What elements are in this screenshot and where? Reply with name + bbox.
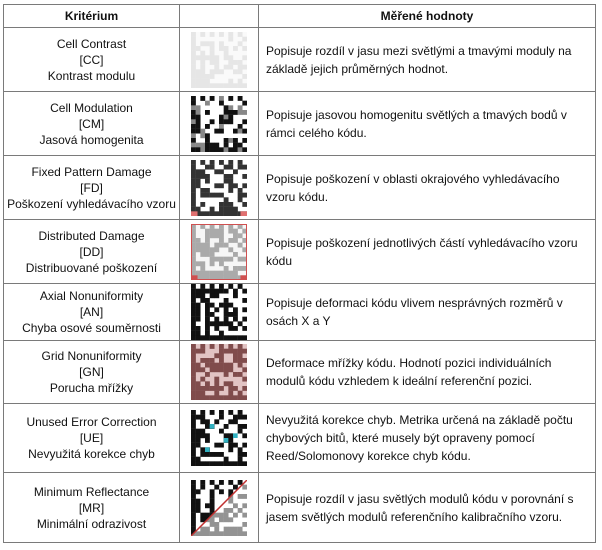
image-cell [180, 92, 259, 156]
criterion-code: [CC] [79, 52, 104, 67]
criterion-cell [4, 341, 180, 404]
criterion-name-en: Cell Contrast [56, 36, 127, 51]
criterion-name-cs: Nevyužitá korekce chyb [28, 447, 155, 461]
table-row [4, 28, 596, 92]
criterion-name-cs: Chyba osové souměrnosti [22, 321, 161, 335]
image-cell [180, 404, 259, 473]
header-image [180, 5, 259, 28]
criterion-cell [4, 156, 180, 220]
description-cell [259, 92, 596, 156]
table-row [4, 341, 596, 404]
criterion-name-en: Unused Error Correction [26, 415, 157, 429]
criterion-name-cs: Minimální odrazivost [36, 516, 147, 531]
criterion-code: [GN] [79, 365, 104, 379]
criterion-cell [4, 473, 180, 543]
description-text: Popisuje jasovou homogenitu světlých a tmavých bodů v rámci celého kódu. [266, 107, 567, 140]
table-row [4, 473, 596, 543]
description-cell [259, 28, 596, 92]
datamatrix-pattern-damage-icon [191, 160, 247, 216]
criterion-cell [4, 220, 180, 284]
table-row [4, 284, 596, 341]
image-cell [180, 220, 259, 284]
image-cell [180, 473, 259, 543]
criterion-code: [DD] [79, 244, 104, 259]
criterion-name-en: Distributed Damage [38, 228, 145, 243]
description-cell [259, 220, 596, 284]
description-text: Deformace mřížky kódu. Hodnotí pozici individuálních modulů kódu vzhledem k ideální referenční pozici. [266, 356, 552, 388]
criteria-table [3, 4, 596, 543]
criterion-name-en: Fixed Pattern Damage [31, 164, 152, 179]
datamatrix-reflectance-icon [191, 480, 247, 536]
criterion-name-cs: Jasová homogenita [39, 132, 144, 147]
description-cell [259, 473, 596, 543]
datamatrix-error-correction-icon [191, 410, 247, 466]
criterion-name-cs: Porucha mřížky [49, 381, 134, 395]
header-criterion: Kritérium [4, 5, 180, 28]
criterion-cell [4, 28, 180, 92]
datamatrix-low-contrast-icon [191, 32, 247, 88]
criterion-name-cs: Poškození vyhledávacího vzoru [7, 196, 176, 211]
table-row [4, 92, 596, 156]
description-text: Popisuje poškození jednotlivých částí vyhledávacího vzoru kódu [266, 235, 578, 268]
criterion-code: [MR] [78, 500, 105, 515]
table-row [4, 156, 596, 220]
criterion-name-en: Minimum Reflectance [33, 484, 150, 499]
header-values: Měřené hodnoty [259, 5, 596, 28]
criterion-code: [UE] [79, 431, 104, 445]
datamatrix-distributed-damage-icon [191, 224, 247, 280]
criterion-name-en: Axial Nonuniformity [39, 289, 144, 303]
description-text: Popisuje rozdíl v jasu mezi světlými a tmavými moduly na základě jejich průměrných hodnot. [266, 43, 572, 76]
criterion-name-cs: Distribuované poškození [25, 260, 158, 275]
table-row [4, 220, 596, 284]
description-text: Nevyužitá korekce chyb. Metrika určená na základě počtu chybových bitů, které musely být opraveny pomocí Reed/Solomonovy korekce chyb kódu. [266, 413, 573, 463]
description-cell [259, 404, 596, 473]
description-text: Popisuje rozdíl v jasu světlých modulů kódu v porovnání s jasem světlých modulů referenčního kalibračního vzoru. [266, 491, 574, 524]
datamatrix-modulation-icon [191, 96, 247, 152]
criterion-cell [4, 284, 180, 341]
description-text: Popisuje deformaci kódu vlivem nesprávných rozměrů v osách X a Y [266, 296, 563, 328]
description-cell [259, 156, 596, 220]
criterion-code: [CM] [78, 116, 105, 131]
criterion-cell [4, 404, 180, 473]
datamatrix-grid-icon [191, 344, 247, 400]
criterion-name-cs: Kontrast modulu [47, 68, 136, 83]
image-cell [180, 341, 259, 404]
table-header-row [4, 5, 596, 28]
image-cell [180, 28, 259, 92]
criterion-code: [AN] [79, 305, 104, 319]
image-cell [180, 156, 259, 220]
criterion-cell [4, 92, 180, 156]
datamatrix-axial-icon [191, 284, 247, 340]
description-text: Popisuje poškození v oblasti okrajového vyhledávacího vzoru kódu. [266, 171, 560, 204]
description-cell [259, 284, 596, 341]
criterion-name-en: Grid Nonuniformity [41, 349, 142, 363]
criterion-code: [FD] [80, 180, 103, 195]
table-row [4, 404, 596, 473]
image-cell [180, 284, 259, 341]
description-cell [259, 341, 596, 404]
criterion-name-en: Cell Modulation [50, 100, 133, 115]
